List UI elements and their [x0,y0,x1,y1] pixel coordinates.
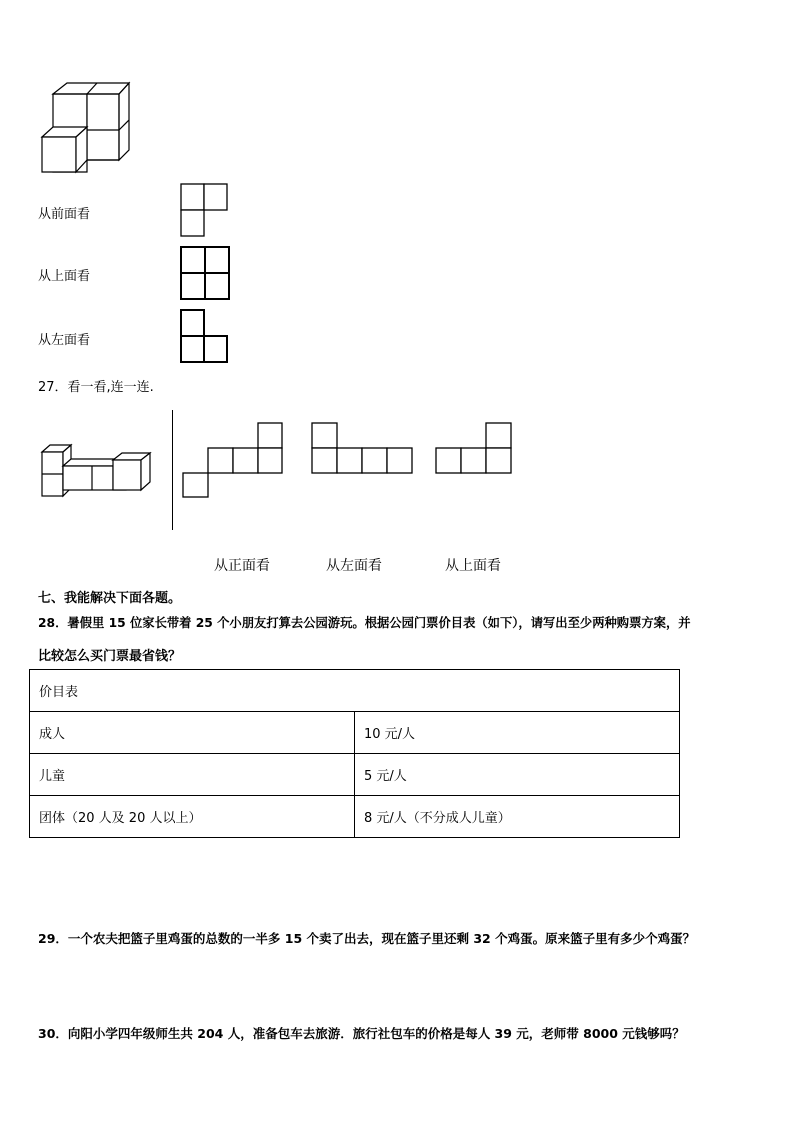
view-option-3 [436,423,514,475]
view-label-front: 从正面看 [214,558,270,574]
q29-text: 29．一个农夫把篮子里鸡蛋的总数的一半多 15 个卖了出去，现在篮子里还剩 32 个鸡蛋。原来篮子里有多少个鸡蛋？ [38,931,696,946]
divider-line [172,410,173,530]
q27-title: 27．看一看,连一连. [38,380,154,395]
table-cell: 儿童 [30,754,355,796]
table-cell: 10 元/人 [355,712,680,754]
left-view-grid [181,310,231,364]
view-label-top: 从上面看 [445,558,501,574]
cube-solid-figure-2 [42,444,154,498]
left-view-label: 从左面看 [38,333,91,348]
front-view-label: 从前面看 [38,207,91,222]
price-table [29,669,680,838]
table-cell: 5 元/人 [355,754,680,796]
q30-text: 30．向阳小学四年级师生共 204 人，准备包车去旅游．旅行社包车的价格是每人 39 元，老师带 8000 元钱够吗？ [38,1026,685,1041]
table-row [30,712,680,754]
q28-line-1: 28．暑假里 15 位家长带着 25 个小朋友打算去公园游玩。根据公园门票价目表（如下），请写出至少两种购票方案，并 [38,616,691,630]
table-header: 价目表 [30,670,680,712]
front-view-grid [181,184,229,238]
table-cell: 8 元/人（不分成人儿童） [355,796,680,838]
table-cell: 成人 [30,712,355,754]
section-7-heading: 七、我能解决下面各题。 [38,591,182,606]
top-view-grid [181,247,231,301]
top-view-label: 从上面看 [38,269,91,284]
table-row [30,796,680,838]
view-option-1 [183,423,285,499]
table-cell: 团体（20 人及 20 人以上） [30,796,355,838]
table-header-row [30,670,680,712]
cube-solid-figure-1 [38,80,133,175]
view-option-2 [312,423,414,475]
view-label-left: 从左面看 [326,558,382,574]
table-row [30,754,680,796]
q28-line-2: 比较怎么买门票最省钱？ [38,649,182,664]
